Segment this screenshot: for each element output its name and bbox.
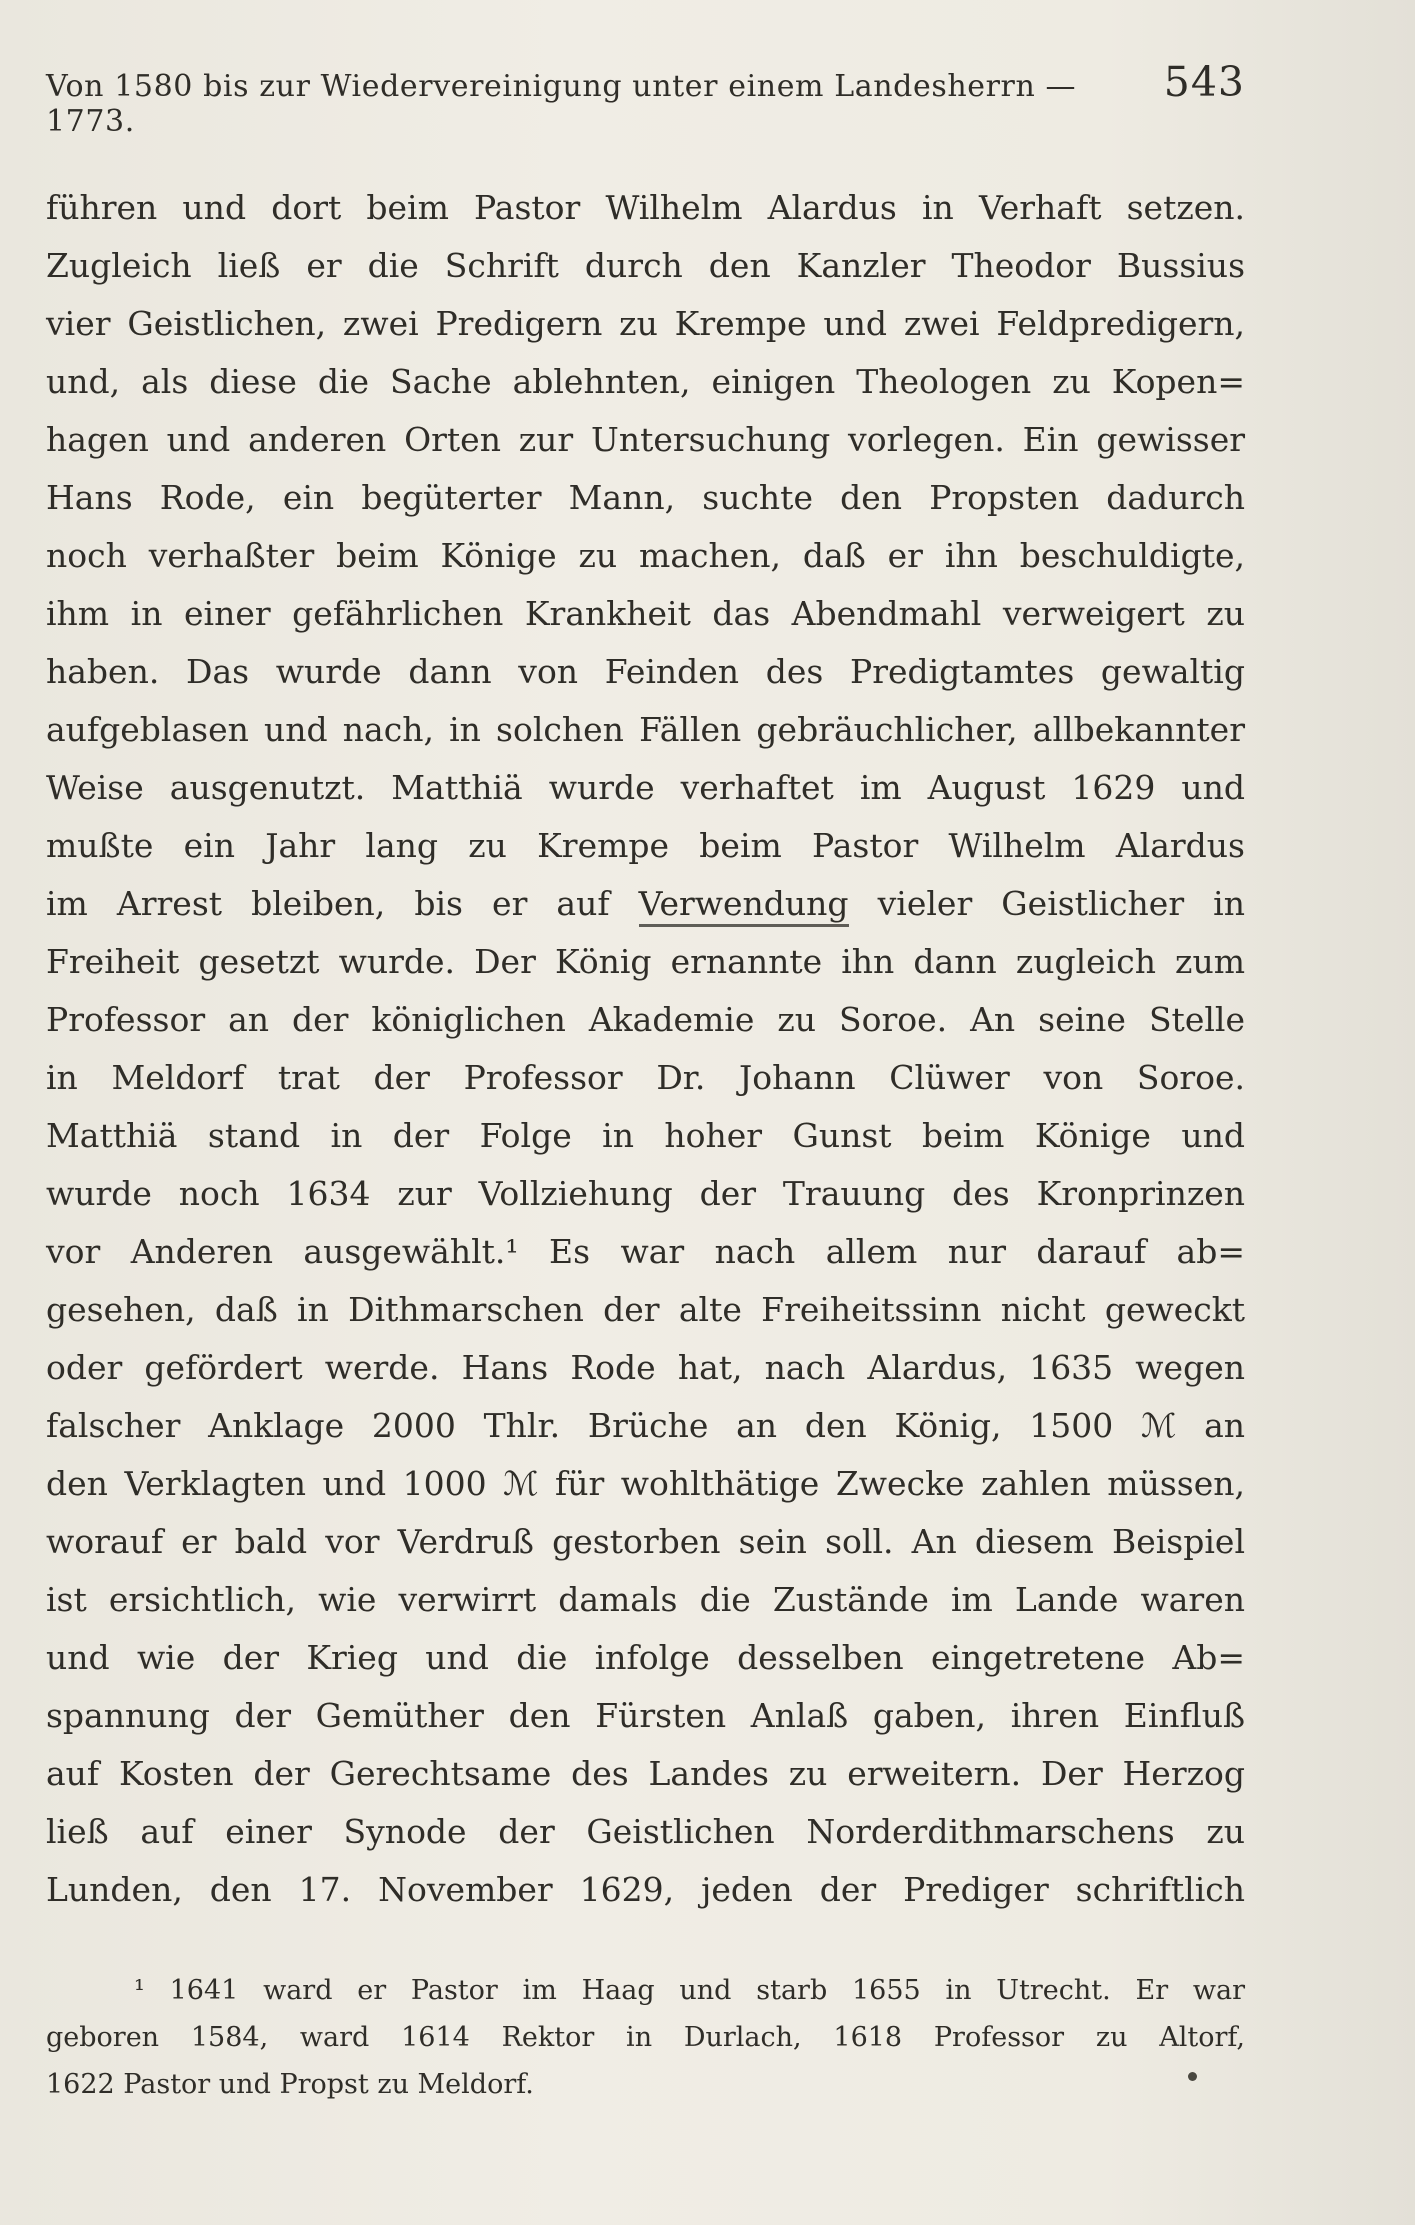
body-line: Lunden, den 17. November 1629, jeden der Prediger schriftlich [46,1870,1245,1909]
body-line: noch verhaßter beim Könige zu machen, daß er ihn beschuldigte, [46,536,1245,575]
body-line: vor Anderen ausgewählt.¹ Es war nach allem nur darauf ab= [46,1232,1245,1271]
body-line: hagen und anderen Orten zur Untersuchung vorlegen. Ein gewisser [46,420,1245,459]
running-header [46,58,1245,139]
underlined-word: Verwendung [639,884,849,927]
body-line: führen und dort beim Pastor Wilhelm Alardus in Verhaft setzen. [46,188,1245,227]
body-line: in Meldorf trat der Professor Dr. Johann Clüwer von Soroe. [46,1058,1245,1097]
body-line: gesehen, daß in Dithmarschen der alte Freiheitssinn nicht geweckt [46,1290,1245,1329]
body-line: Zugleich ließ er die Schrift durch den Kanzler Theodor Bussius [46,246,1245,285]
body-line: mußte ein Jahr lang zu Krempe beim Pastor Wilhelm Alardus [46,826,1245,865]
body-line: Freiheit gesetzt wurde. Der König ernannte ihn dann zugleich zum [46,942,1245,981]
body-line: den Verklagten und 1000 ℳ für wohlthätige Zwecke zahlen müssen, [46,1464,1245,1503]
body-line: vier Geistlichen, zwei Predigern zu Krempe und zwei Feldpredigern, [46,304,1245,343]
footnote-line: 1622 Pastor und Propst zu Meldorf. [46,2069,534,2100]
body-line: haben. Das wurde dann von Feinden des Predigtamtes gewaltig [46,652,1245,691]
body-line: aufgeblasen und nach, in solchen Fällen gebräuchlicher, allbekannter [46,710,1245,749]
body-line: ließ auf einer Synode der Geistlichen Norderdithmarschens zu [46,1812,1245,1851]
body-line: worauf er bald vor Verdruß gestorben sein soll. An diesem Beispiel [46,1522,1245,1561]
body-text [46,179,1245,1919]
body-line: und, als diese die Sache ablehnten, einigen Theologen zu Kopen= [46,362,1245,401]
ink-mark [1188,2072,1197,2081]
body-line: auf Kosten der Gerechtsame des Landes zu erweitern. Der Herzog [46,1754,1245,1793]
body-line: Weise ausgenutzt. Matthiä wurde verhaftet im August 1629 und [46,768,1245,807]
body-line: Professor an der königlichen Akademie zu Soroe. An seine Stelle [46,1000,1245,1039]
body-line: im Arrest bleiben, bis er auf Verwendung vieler Geistlicher in [46,875,1245,933]
body-line: oder gefördert werde. Hans Rode hat, nach Alardus, 1635 wegen [46,1348,1245,1387]
footnote-line: geboren 1584, ward 1614 Rektor in Durlach, 1618 Professor zu Altorf, [46,2022,1245,2053]
body-line: spannung der Gemüther den Fürsten Anlaß gaben, ihren Einfluß [46,1696,1245,1735]
body-line: ihm in einer gefährlichen Krankheit das Abendmahl verweigert zu [46,594,1245,633]
body-line: ist ersichtlich, wie verwirrt damals die Zustände im Lande waren [46,1580,1245,1619]
footnote [46,1967,1245,2108]
body-line: und wie der Krieg und die infolge desselben eingetretene Ab= [46,1638,1245,1677]
body-line: wurde noch 1634 zur Vollziehung der Trauung des Kronprinzen [46,1174,1245,1213]
body-line: Hans Rode, ein begüterter Mann, suchte den Propsten dadurch [46,478,1245,517]
page-number: 543 [1163,58,1245,106]
footnote-line: ¹ 1641 ward er Pastor im Haag und starb 1655 in Utrecht. Er war [134,1975,1245,2006]
footnote-text [46,1967,1245,2108]
body-line: Matthiä stand in der Folge in hoher Gunst beim Könige und [46,1116,1245,1155]
body-line: falscher Anklage 2000 Thlr. Brüche an den König, 1500 ℳ an [46,1406,1245,1445]
header-title: Von 1580 bis zur Wiedervereinigung unter einem Landesherrn — 1773. [46,69,1077,139]
